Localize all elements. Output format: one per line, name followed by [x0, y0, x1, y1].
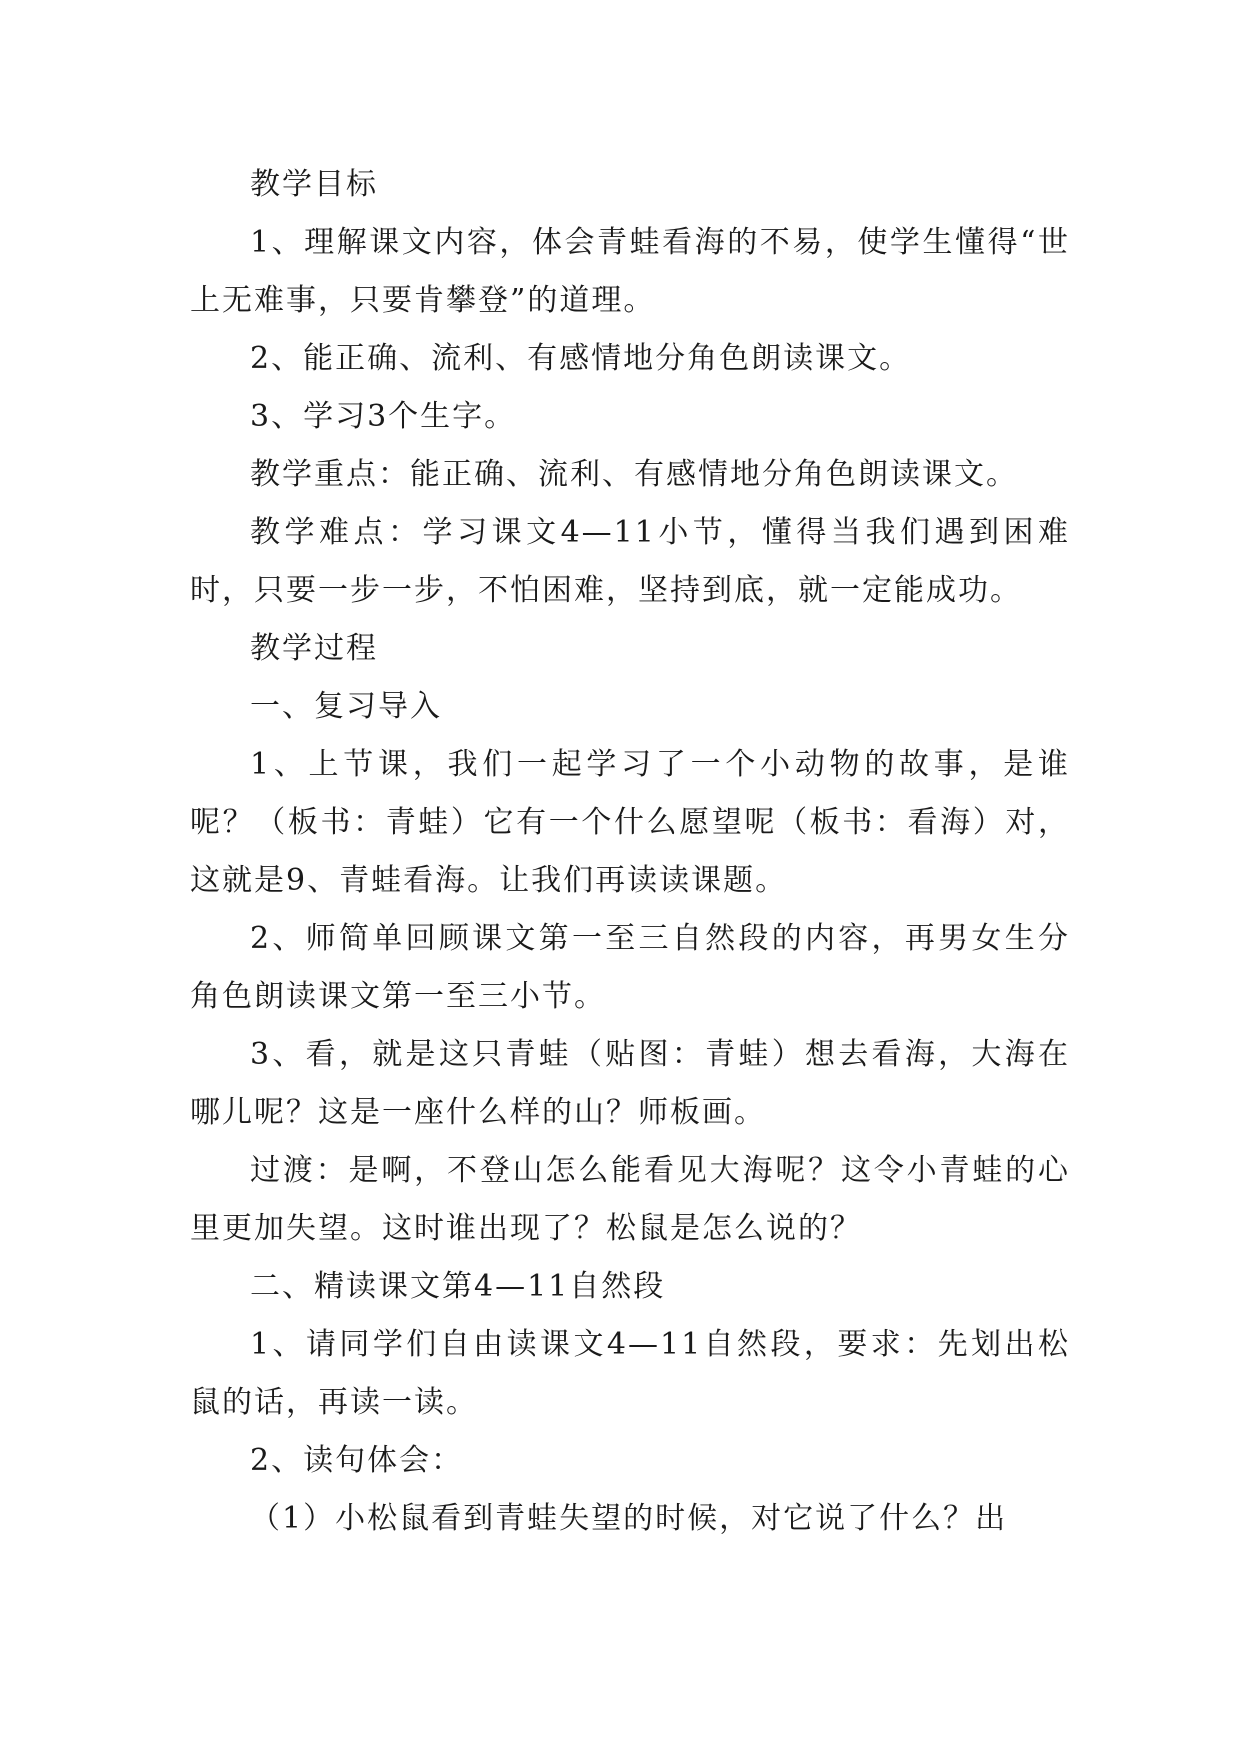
paragraph-goal-1: 1、理解课文内容，体会青蛙看海的不易，使学生懂得“世上无难事，只要肯攀登”的道理。 [190, 225, 1070, 318]
heading-teaching-process: 教学过程 [250, 631, 378, 666]
paragraph-reading-1: 1、请同学们自由读课文4—11自然段，要求：先划出松鼠的话，再读一读。 [190, 1327, 1070, 1420]
paragraph-reading-2: 2、读句体会： [250, 1443, 464, 1478]
heading-review-intro: 一、复习导入 [250, 689, 442, 724]
paragraph-review-1: 1、上节课，我们一起学习了一个小动物的故事，是谁呢？（板书：青蛙）它有一个什么愿望呢（板书：看海）对，这就是9、青蛙看海。让我们再读读课题。 [190, 747, 1070, 898]
paragraph-goal-2: 2、能正确、流利、有感情地分角色朗读课文。 [250, 341, 912, 376]
paragraph-review-2: 2、师简单回顾课文第一至三自然段的内容，再男女生分角色朗读课文第一至三小节。 [190, 921, 1070, 1014]
paragraph-difficulty: 教学难点：学习课文4—11小节，懂得当我们遇到困难时，只要一步一步，不怕困难，坚持到底，就一定能成功。 [190, 515, 1070, 608]
paragraph-reading-2-1: （1）小松鼠看到青蛙失望的时候，对它说了什么？出 [250, 1501, 1008, 1536]
heading-teaching-goals: 教学目标 [250, 167, 378, 202]
paragraph-review-3: 3、看，就是这只青蛙（贴图：青蛙）想去看海，大海在哪儿呢？这是一座什么样的山？师板画。 [190, 1037, 1070, 1130]
paragraph-goal-3: 3、学习3个生字。 [250, 399, 517, 434]
paragraph-transition: 过渡：是啊，不登山怎么能看见大海呢？这令小青蛙的心里更加失望。这时谁出现了？松鼠是怎么说的？ [190, 1153, 1070, 1246]
paragraph-key-point: 教学重点：能正确、流利、有感情地分角色朗读课文。 [250, 457, 1018, 492]
heading-close-reading: 二、精读课文第4—11自然段 [250, 1269, 666, 1304]
document-body [190, 156, 1070, 1548]
